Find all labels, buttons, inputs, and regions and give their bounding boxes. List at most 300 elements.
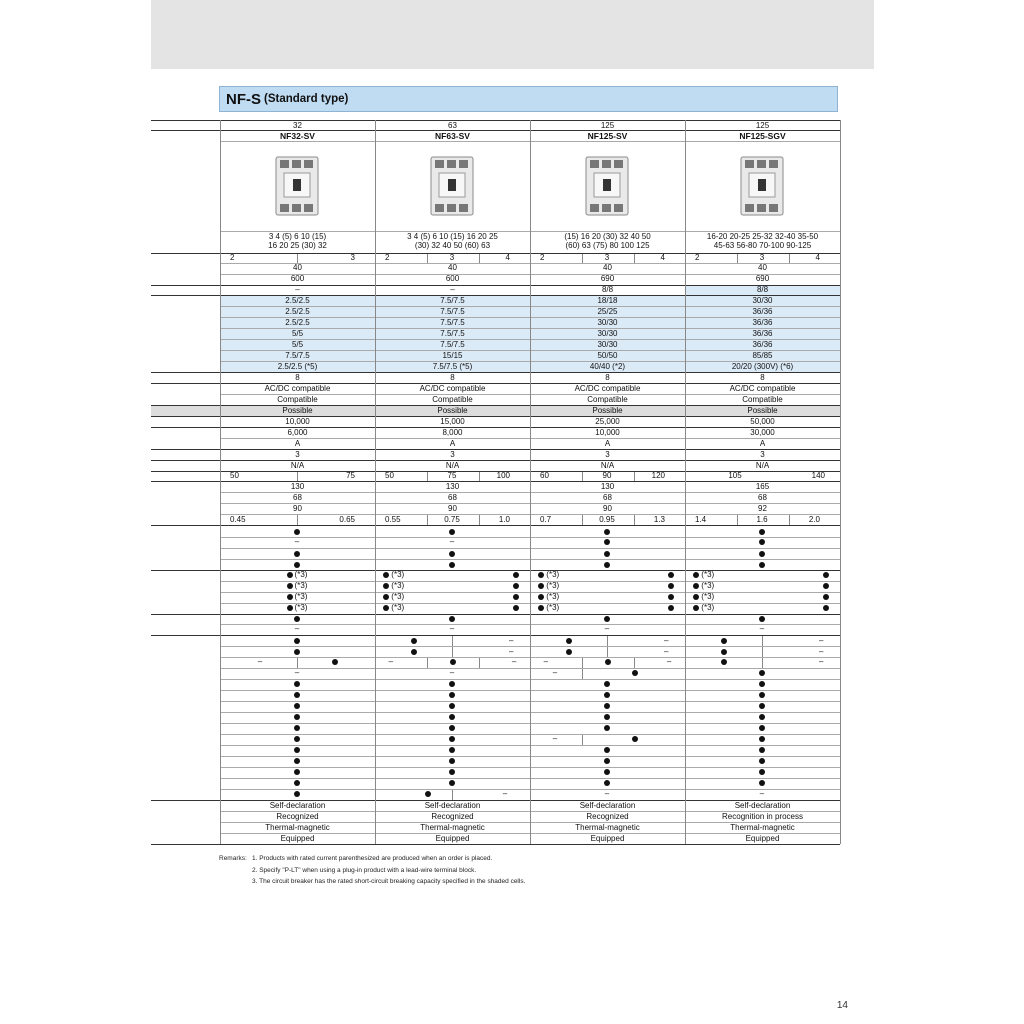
filled-dot-icon bbox=[604, 681, 610, 687]
filled-dot-icon bbox=[425, 791, 431, 797]
dot-group bbox=[294, 703, 300, 709]
filled-dot-icon bbox=[693, 594, 699, 600]
spec-value: Possible bbox=[747, 406, 778, 415]
spec-value: 25,000 bbox=[595, 417, 620, 426]
filled-dot-icon bbox=[604, 780, 610, 786]
dot-group bbox=[605, 659, 611, 665]
filled-dot-icon bbox=[449, 725, 455, 731]
dimension-a: 90 bbox=[602, 471, 612, 480]
spec-value: Thermal-magnetic bbox=[265, 823, 330, 832]
spec-value: 2.5/2.5 bbox=[285, 296, 310, 305]
weight-value: 0.95 bbox=[599, 515, 615, 524]
dot-group bbox=[604, 747, 610, 753]
column-divider bbox=[479, 253, 480, 263]
filled-dot-icon bbox=[632, 670, 638, 676]
filled-dot-icon bbox=[759, 562, 765, 568]
dimension-a: 120 bbox=[651, 471, 665, 480]
column-divider bbox=[737, 515, 738, 525]
note-ref: (*3) bbox=[701, 592, 715, 601]
circuit-breaker-icon bbox=[274, 155, 320, 217]
spec-value: 30/30 bbox=[597, 329, 618, 338]
spec-value: A bbox=[449, 439, 456, 448]
dot-with-note bbox=[684, 592, 724, 603]
dot-marker bbox=[587, 712, 627, 723]
filled-dot-icon bbox=[294, 725, 300, 731]
pole-value: 2 bbox=[695, 253, 700, 262]
weight-value: 0.55 bbox=[385, 515, 401, 524]
rated-current-line2: 16 20 25 (30) 32 bbox=[268, 241, 327, 250]
dot-group bbox=[449, 529, 455, 535]
filled-dot-icon bbox=[604, 562, 610, 568]
breaker-product-image bbox=[274, 155, 320, 217]
spec-value: Self-declaration bbox=[579, 801, 636, 810]
note-ref: (*3) bbox=[701, 581, 715, 590]
filled-dot-icon bbox=[513, 594, 519, 600]
dot-group bbox=[668, 594, 674, 600]
weight-value: 1.6 bbox=[756, 515, 768, 524]
filled-dot-icon bbox=[449, 747, 455, 753]
weight-value: 2.0 bbox=[808, 515, 820, 524]
dash-marker: – bbox=[819, 657, 824, 666]
filled-dot-icon bbox=[721, 659, 727, 665]
breaker-product-image bbox=[739, 155, 785, 217]
dot-group bbox=[449, 769, 455, 775]
spec-value: 8 bbox=[605, 373, 610, 382]
spec-value: Compatible bbox=[742, 395, 783, 404]
model-name-3: NF125-SGV bbox=[739, 130, 786, 141]
dot-with-note bbox=[277, 581, 317, 592]
note-ref: (*3) bbox=[546, 592, 560, 601]
model-name-0: NF32-SV bbox=[280, 130, 315, 141]
weight-value: 0.7 bbox=[540, 515, 552, 524]
filled-dot-icon bbox=[287, 572, 293, 578]
dot-group bbox=[287, 571, 308, 579]
column-divider bbox=[634, 515, 635, 525]
dot-marker bbox=[742, 549, 782, 560]
filled-dot-icon bbox=[449, 736, 455, 742]
spec-value: 30/30 bbox=[597, 318, 618, 327]
dash-marker: – bbox=[388, 657, 394, 666]
dimension-value: 130 bbox=[290, 482, 305, 491]
dot-marker bbox=[433, 657, 473, 668]
filled-dot-icon bbox=[383, 594, 389, 600]
spec-value: 7.5/7.5 bbox=[285, 351, 310, 360]
dot-marker bbox=[432, 778, 472, 789]
spec-value: 25/25 bbox=[597, 307, 618, 316]
dot-marker bbox=[408, 789, 448, 800]
spec-value: 8/8 bbox=[756, 285, 769, 294]
dot-marker bbox=[587, 756, 627, 767]
spec-table bbox=[151, 120, 840, 844]
dimension-a: 60 bbox=[540, 471, 549, 480]
filled-dot-icon bbox=[759, 551, 765, 557]
dot-with-note bbox=[374, 581, 414, 592]
spec-value: N/A bbox=[755, 461, 770, 470]
dot-group bbox=[759, 670, 765, 676]
dimension-a: 50 bbox=[385, 471, 394, 480]
rated-current-line1: 3 4 (5) 6 10 (15) 16 20 25 bbox=[407, 232, 498, 241]
dot-with-note bbox=[529, 592, 569, 603]
filled-dot-icon bbox=[604, 758, 610, 764]
spec-value: A bbox=[604, 439, 611, 448]
spec-value: 7.5/7.5 bbox=[440, 318, 465, 327]
dimension-value: 90 bbox=[293, 504, 302, 513]
spec-value: 7.5/7.5 (*5) bbox=[432, 362, 473, 371]
row-divider bbox=[151, 295, 840, 296]
spec-value: N/A bbox=[445, 461, 460, 470]
dot-group bbox=[604, 551, 610, 557]
filled-dot-icon bbox=[513, 605, 519, 611]
filled-dot-icon bbox=[294, 638, 300, 644]
column-divider bbox=[737, 253, 738, 263]
column-divider bbox=[582, 657, 583, 668]
dot-group bbox=[604, 725, 610, 731]
dot-group bbox=[604, 681, 610, 687]
spec-value: AC/DC compatible bbox=[574, 384, 641, 393]
spec-value: Recognized bbox=[431, 812, 474, 821]
row-divider bbox=[151, 427, 840, 428]
dimension-value: 90 bbox=[448, 504, 457, 513]
note-ref: (*3) bbox=[701, 570, 715, 579]
filled-dot-icon bbox=[287, 583, 293, 589]
dot-group bbox=[632, 670, 638, 676]
dot-marker bbox=[432, 723, 472, 734]
dot-marker bbox=[742, 756, 782, 767]
spec-value: N/A bbox=[600, 461, 615, 470]
dot-marker bbox=[742, 560, 782, 571]
dot-marker bbox=[432, 712, 472, 723]
dot-group bbox=[383, 571, 404, 579]
spec-value: 600 bbox=[290, 274, 305, 283]
filled-dot-icon bbox=[693, 583, 699, 589]
row-divider bbox=[151, 253, 840, 254]
spec-value: AC/DC compatible bbox=[729, 384, 796, 393]
spec-value: Self-declaration bbox=[269, 801, 326, 810]
filled-dot-icon bbox=[604, 747, 610, 753]
filled-dot-icon bbox=[449, 758, 455, 764]
dot-group bbox=[721, 638, 727, 644]
dot-marker bbox=[277, 701, 317, 712]
dot-group bbox=[759, 539, 765, 545]
row-divider bbox=[151, 614, 840, 615]
dot-group bbox=[759, 703, 765, 709]
filled-dot-icon bbox=[538, 583, 544, 589]
dot-group bbox=[294, 791, 300, 797]
dot-with-note bbox=[374, 592, 414, 603]
column-border bbox=[375, 120, 376, 844]
dot-marker bbox=[587, 690, 627, 701]
dot-with-note bbox=[529, 570, 569, 581]
filled-dot-icon bbox=[759, 780, 765, 786]
dash-marker: – bbox=[509, 636, 514, 645]
filled-dot-icon bbox=[604, 551, 610, 557]
filled-dot-icon bbox=[604, 714, 610, 720]
dot-group bbox=[383, 582, 404, 590]
dot-with-note bbox=[277, 603, 317, 614]
row-divider bbox=[151, 285, 840, 286]
row-divider bbox=[151, 460, 840, 461]
dot-group bbox=[287, 582, 308, 590]
filled-dot-icon bbox=[759, 725, 765, 731]
spec-value: 8/8 bbox=[601, 285, 614, 294]
frame-size-3: 125 bbox=[755, 121, 770, 130]
spec-value: 3 bbox=[760, 450, 765, 459]
column-divider bbox=[582, 515, 583, 525]
dot-group bbox=[294, 649, 300, 655]
dot-group bbox=[823, 572, 829, 578]
dot-group bbox=[449, 681, 455, 687]
dot-marker bbox=[587, 778, 627, 789]
filled-dot-icon bbox=[449, 703, 455, 709]
dot-with-note bbox=[277, 570, 317, 581]
spec-value: Recognized bbox=[276, 812, 319, 821]
spec-value: 15,000 bbox=[440, 417, 465, 426]
filled-dot-icon bbox=[383, 583, 389, 589]
column-border bbox=[685, 120, 686, 844]
dot-group bbox=[513, 605, 519, 611]
pole-value: 2 bbox=[230, 253, 235, 262]
dot-marker bbox=[432, 560, 472, 571]
spec-value: 5/5 bbox=[291, 340, 304, 349]
dot-marker bbox=[277, 789, 317, 800]
spec-value: 50/50 bbox=[597, 351, 618, 360]
row-divider bbox=[151, 525, 840, 526]
spec-value: 8 bbox=[295, 373, 300, 382]
column-divider bbox=[297, 253, 298, 263]
dot-marker bbox=[432, 745, 472, 756]
dimension-value: 68 bbox=[603, 493, 612, 502]
filled-dot-icon bbox=[604, 539, 610, 545]
frame-size-0: 32 bbox=[293, 121, 302, 130]
filled-dot-icon bbox=[721, 638, 727, 644]
filled-dot-icon bbox=[604, 692, 610, 698]
dot-with-note bbox=[277, 592, 317, 603]
filled-dot-icon bbox=[287, 594, 293, 600]
dot-marker bbox=[742, 712, 782, 723]
column-divider bbox=[582, 668, 583, 679]
filled-dot-icon bbox=[449, 551, 455, 557]
note-ref: (*3) bbox=[391, 592, 405, 601]
column-divider bbox=[297, 657, 298, 668]
spec-value: 7.5/7.5 bbox=[440, 296, 465, 305]
filled-dot-icon bbox=[294, 649, 300, 655]
dot-group bbox=[294, 638, 300, 644]
dot-group bbox=[604, 769, 610, 775]
dot-group bbox=[823, 583, 829, 589]
row-divider bbox=[151, 383, 840, 384]
column-border bbox=[840, 120, 841, 844]
dot-with-note bbox=[529, 581, 569, 592]
dot-group bbox=[449, 725, 455, 731]
filled-dot-icon bbox=[759, 736, 765, 742]
filled-dot-icon bbox=[604, 616, 610, 622]
dot-marker bbox=[587, 537, 627, 548]
spec-value: 40/40 (*2) bbox=[589, 362, 626, 371]
dimension-value: 165 bbox=[755, 482, 770, 491]
note-ref: (*3) bbox=[546, 603, 560, 612]
dot-group bbox=[693, 582, 714, 590]
filled-dot-icon bbox=[566, 638, 572, 644]
dot-group bbox=[604, 616, 610, 622]
dot-marker bbox=[742, 668, 782, 679]
note-ref: (*3) bbox=[391, 581, 405, 590]
row-divider bbox=[151, 372, 840, 373]
dot-group bbox=[449, 747, 455, 753]
dot-group bbox=[449, 714, 455, 720]
dot-marker bbox=[277, 723, 317, 734]
spec-value: 3 bbox=[605, 450, 610, 459]
spec-value: Self-declaration bbox=[424, 801, 481, 810]
filled-dot-icon bbox=[693, 572, 699, 578]
pole-value: 2 bbox=[385, 253, 390, 262]
dash-marker: – bbox=[449, 537, 455, 546]
spec-value: 5/5 bbox=[291, 329, 304, 338]
dash-marker: – bbox=[552, 668, 558, 677]
filled-dot-icon bbox=[294, 681, 300, 687]
dash-marker: – bbox=[502, 789, 508, 798]
dimension-value: 92 bbox=[758, 504, 767, 513]
spec-value: 36/36 bbox=[752, 340, 773, 349]
spec-value: 6,000 bbox=[287, 428, 308, 437]
dot-group bbox=[668, 605, 674, 611]
filled-dot-icon bbox=[294, 780, 300, 786]
note-ref: (*3) bbox=[294, 581, 308, 590]
filled-dot-icon bbox=[693, 605, 699, 611]
note-ref: (*3) bbox=[294, 570, 308, 579]
dot-marker bbox=[704, 636, 744, 647]
column-divider bbox=[582, 253, 583, 263]
column-divider bbox=[427, 471, 428, 481]
dot-group bbox=[566, 638, 572, 644]
filled-dot-icon bbox=[287, 605, 293, 611]
spec-value: 2.5/2.5 bbox=[285, 307, 310, 316]
dash-marker: – bbox=[759, 789, 765, 798]
filled-dot-icon bbox=[668, 583, 674, 589]
dot-group bbox=[383, 593, 404, 601]
row-divider bbox=[151, 844, 840, 845]
filled-dot-icon bbox=[449, 714, 455, 720]
dot-group bbox=[425, 791, 431, 797]
spec-value: Equipped bbox=[745, 834, 780, 843]
filled-dot-icon bbox=[668, 605, 674, 611]
pole-value: 3 bbox=[449, 253, 455, 262]
dot-group bbox=[759, 692, 765, 698]
filled-dot-icon bbox=[449, 681, 455, 687]
filled-dot-icon bbox=[294, 551, 300, 557]
column-divider bbox=[582, 734, 583, 745]
section-title: NF-S bbox=[226, 90, 261, 108]
dot-group bbox=[538, 582, 559, 590]
filled-dot-icon bbox=[759, 616, 765, 622]
dot-group bbox=[604, 529, 610, 535]
dot-group bbox=[294, 529, 300, 535]
spec-value: Equipped bbox=[435, 834, 470, 843]
spec-value: 36/36 bbox=[752, 318, 773, 327]
dash-marker: – bbox=[543, 657, 549, 666]
dot-group bbox=[604, 758, 610, 764]
column-divider bbox=[427, 657, 428, 668]
dot-marker bbox=[742, 701, 782, 712]
note-ref: (*3) bbox=[546, 570, 560, 579]
dash-marker: – bbox=[257, 657, 263, 666]
dash-marker: – bbox=[294, 624, 300, 633]
column-divider bbox=[762, 657, 763, 668]
dot-marker bbox=[704, 657, 744, 668]
dot-group bbox=[759, 769, 765, 775]
remarks-label: Remarks: bbox=[219, 855, 247, 862]
row-divider bbox=[151, 635, 840, 636]
dash-marker: – bbox=[666, 657, 672, 666]
filled-dot-icon bbox=[538, 572, 544, 578]
column-divider bbox=[479, 471, 480, 481]
dot-marker bbox=[615, 668, 655, 679]
circuit-breaker-icon bbox=[739, 155, 785, 217]
weight-value: 1.3 bbox=[653, 515, 665, 524]
spec-value: 40 bbox=[603, 263, 612, 272]
weight-value: 1.0 bbox=[498, 515, 510, 524]
remark-2: 2. Specify "P-LT" when using a plug-in product with a lead-wire terminal block. bbox=[252, 866, 477, 874]
filled-dot-icon bbox=[668, 594, 674, 600]
dot-marker bbox=[277, 778, 317, 789]
breaker-product-image bbox=[584, 155, 630, 217]
spec-value: Compatible bbox=[432, 395, 473, 404]
dot-group bbox=[759, 551, 765, 557]
rated-current-line2: 45-63 56-80 70-100 90-125 bbox=[713, 241, 812, 250]
dot-group bbox=[287, 604, 308, 612]
filled-dot-icon bbox=[604, 529, 610, 535]
filled-dot-icon bbox=[449, 780, 455, 786]
column-border bbox=[220, 120, 221, 844]
dot-group bbox=[450, 659, 456, 665]
row-divider bbox=[151, 130, 840, 131]
dot-group bbox=[513, 572, 519, 578]
dot-group bbox=[449, 551, 455, 557]
column-divider bbox=[582, 471, 583, 481]
dot-group bbox=[759, 758, 765, 764]
dot-group bbox=[449, 780, 455, 786]
spec-value: 30/30 bbox=[752, 296, 773, 305]
filled-dot-icon bbox=[759, 747, 765, 753]
dot-group bbox=[294, 692, 300, 698]
pole-value: 3 bbox=[759, 253, 765, 262]
dot-marker bbox=[277, 745, 317, 756]
spec-value: 3 bbox=[450, 450, 455, 459]
dot-group bbox=[759, 736, 765, 742]
spec-value: 7.5/7.5 bbox=[440, 340, 465, 349]
spec-value: 36/36 bbox=[752, 307, 773, 316]
row-divider bbox=[151, 405, 840, 406]
filled-dot-icon bbox=[513, 583, 519, 589]
dot-group bbox=[513, 583, 519, 589]
dot-marker bbox=[587, 745, 627, 756]
dot-marker bbox=[277, 679, 317, 690]
column-divider bbox=[452, 789, 453, 800]
remark-1: 1. Products with rated current parenthesized are produced when an order is placed. bbox=[252, 855, 493, 862]
filled-dot-icon bbox=[411, 638, 417, 644]
dot-marker bbox=[742, 537, 782, 548]
spec-value: Recognition in process bbox=[722, 812, 803, 821]
page-number: 14 bbox=[836, 1000, 848, 1011]
dot-group bbox=[449, 692, 455, 698]
dot-marker bbox=[742, 767, 782, 778]
note-ref: (*3) bbox=[391, 570, 405, 579]
dot-with-note bbox=[684, 581, 724, 592]
filled-dot-icon bbox=[759, 714, 765, 720]
spec-value: 690 bbox=[600, 274, 615, 283]
spec-value: 20/20 (300V) (*6) bbox=[731, 362, 794, 371]
dash-marker: – bbox=[664, 647, 669, 656]
spec-value: 30/30 bbox=[597, 340, 618, 349]
